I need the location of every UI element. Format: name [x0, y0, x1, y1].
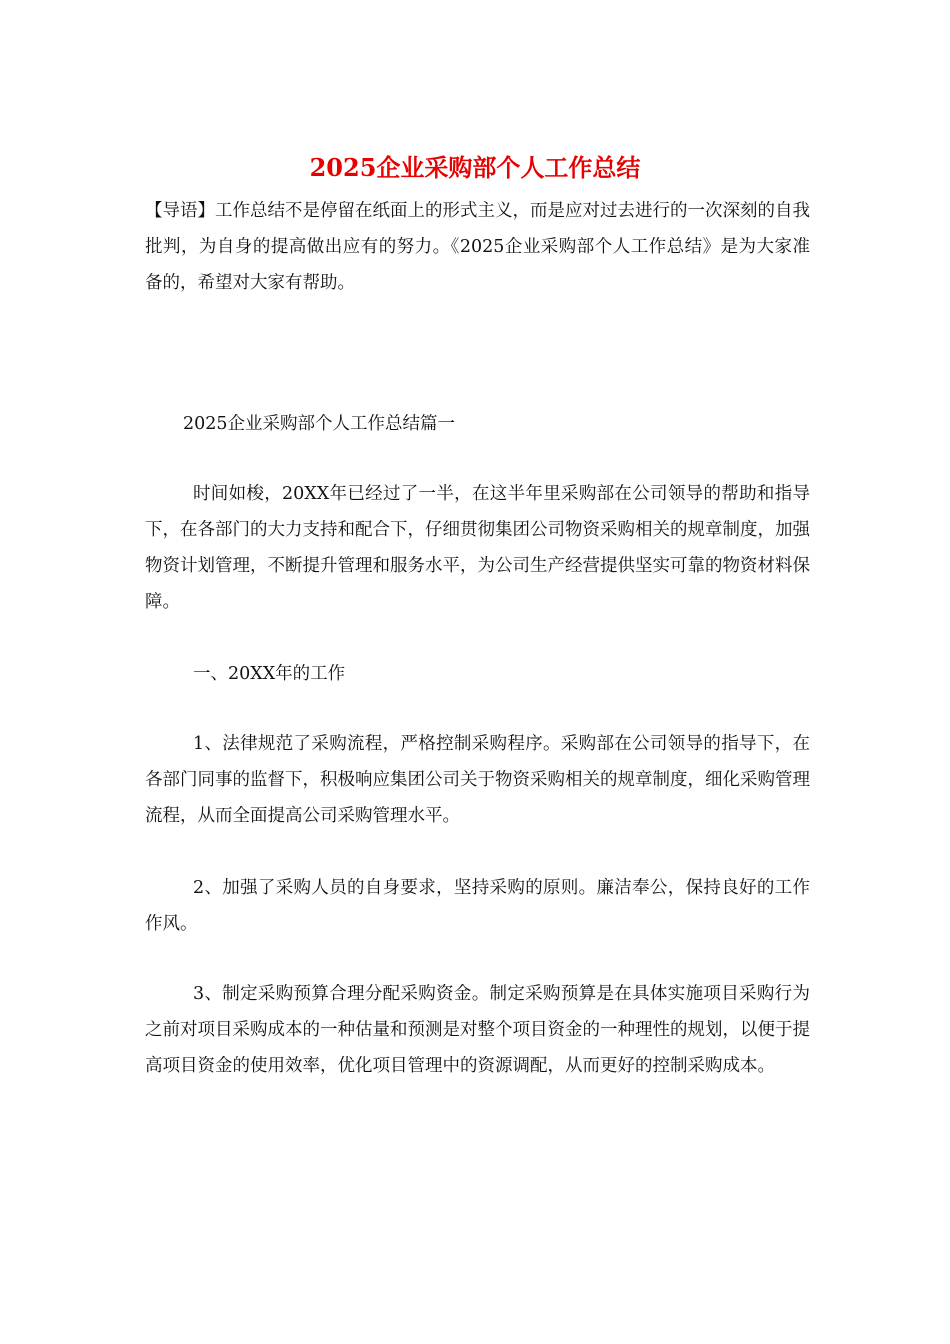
section-title: 2025企业采购部个人工作总结篇一: [183, 414, 456, 434]
document-title: 2025企业采购部个人工作总结: [309, 153, 641, 182]
paragraph-1: 时间如梭，20XX年已经过了一半，在这半年里采购部在公司领导的帮助和指导下，在各部门的大力支持和配合下，仔细贯彻集团公司物资采购相关的规章制度，加强物资计划管理，不断提升管理和服务水平，为公司生产经营提供坚实可靠的物资材料保障。: [145, 484, 810, 612]
item-3: 3、制定采购预算合理分配采购资金。制定采购预算是在具体实施项目采购行为之前对项目采购成本的一种估量和预测是对整个项目资金的一种理性的规划，以便于提高项目资金的使用效率，优化项目管理中的资源调配，从而更好的控制采购成本。: [145, 984, 810, 1076]
item-2: 2、加强了采购人员的自身要求，坚持采购的原则。廉洁奉公，保持良好的工作作风。: [145, 878, 810, 934]
heading-1: 一、20XX年的工作: [193, 664, 346, 684]
intro-paragraph: 【导语】工作总结不是停留在纸面上的形式主义，而是应对过去进行的一次深刻的自我批判，为自身的提高做出应有的努力。《2025企业采购部个人工作总结》是为大家准备的，希望对大家有帮助。: [145, 201, 810, 293]
item-1: 1、法律规范了采购流程，严格控制采购程序。采购部在公司领导的指导下，在各部门同事的监督下，积极响应集团公司关于物资采购相关的规章制度，细化采购管理流程，从而全面提高公司采购管理水平。: [145, 734, 810, 826]
